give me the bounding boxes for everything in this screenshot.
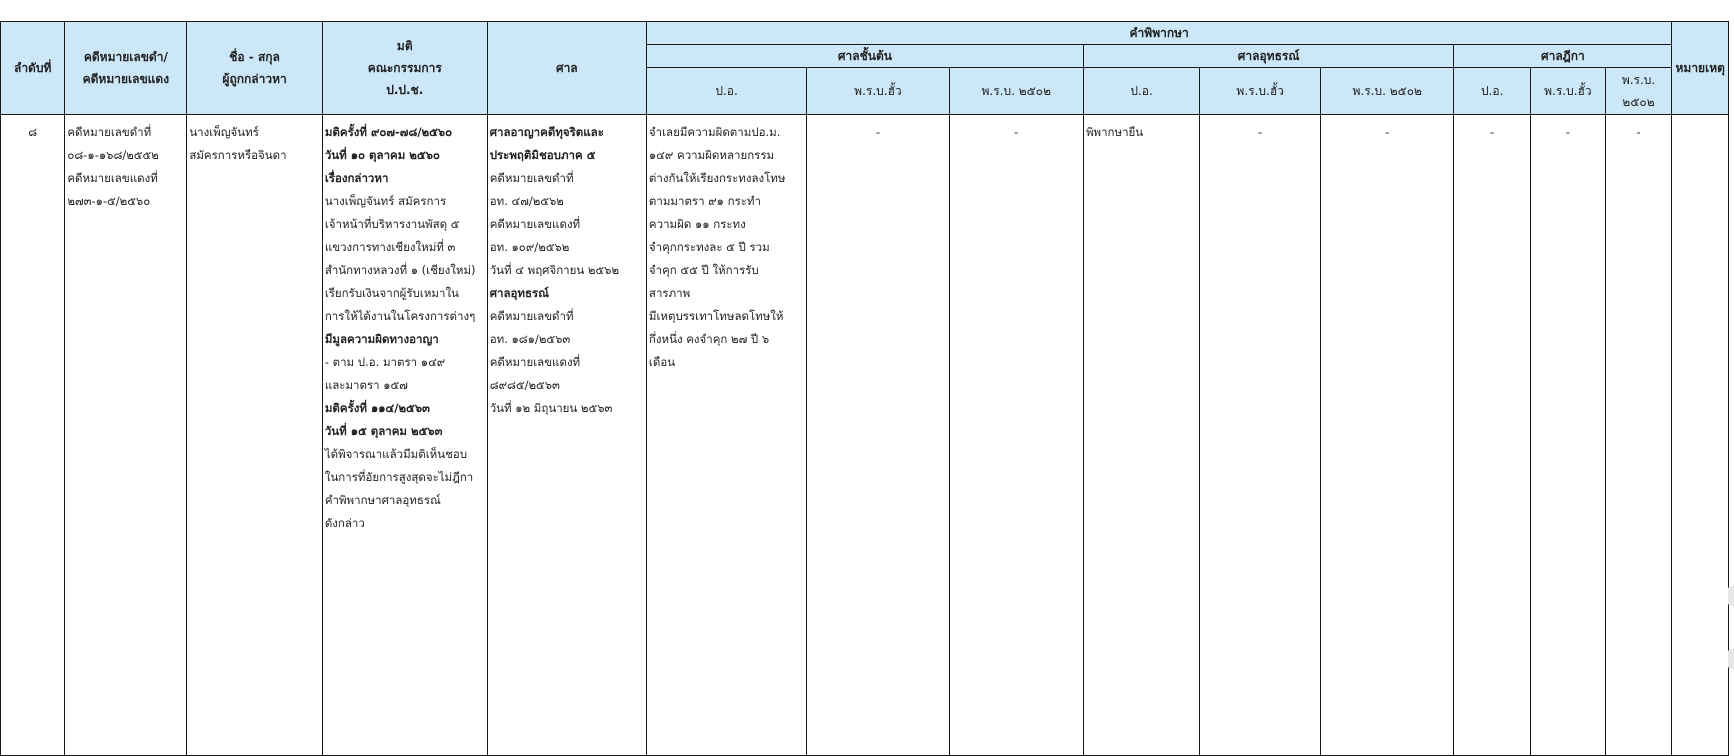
text-line: มีเหตุบรรเทาโทษลดโทษให้ bbox=[648, 309, 784, 323]
text-line: คดีหมายเลขแดงที่ bbox=[489, 217, 581, 231]
cell-appeal-pr-2502: - bbox=[1321, 115, 1454, 756]
cell-name: นางเพ็ญจันทร์ สมัครการหรือจินดา bbox=[187, 115, 323, 756]
cell-remark bbox=[1672, 115, 1729, 756]
header-supreme: ศาลฎีกา bbox=[1454, 45, 1672, 68]
text-line: คดีหมายเลขแดงที่ bbox=[489, 355, 581, 369]
header-supreme-pr-old: พ.ร.บ.ฮั้ว bbox=[1531, 68, 1606, 115]
text-line: สำนักทางหลวงที่ ๑ (เชียงใหม่) bbox=[324, 263, 476, 277]
cell-first-pr-2502: - bbox=[949, 115, 1083, 756]
judgment-table bbox=[0, 21, 1729, 756]
text-line: ๑๔๙ ความผิดหลายกรรม bbox=[648, 148, 775, 162]
text-line: กึ่งหนึ่ง คงจำคุก ๒๗ ปี ๖ bbox=[648, 332, 770, 346]
header-appeal-pr-2502: พ.ร.บ. ๒๕๐๒ bbox=[1321, 68, 1454, 115]
header-first-pr-2502: พ.ร.บ. ๒๕๐๒ bbox=[949, 68, 1083, 115]
text-line: ศาลอุทธรณ์ bbox=[489, 286, 549, 300]
text-line: ดังกล่าว bbox=[324, 516, 365, 530]
text-line: สารภาพ bbox=[648, 286, 691, 300]
cell-appeal-po: พิพากษายืน bbox=[1083, 115, 1199, 756]
text-line: ๘๙๘๕/๒๕๖๓ bbox=[489, 378, 560, 392]
text-line: เจ้าหน้าที่บริหารงานพัสดุ ๕ bbox=[324, 217, 460, 231]
text-line: เรื่องกล่าวหา bbox=[324, 171, 389, 185]
text-line: คดีหมายเลขดำที่ bbox=[489, 309, 574, 323]
text-line: ความผิด ๑๑ กระทง bbox=[648, 217, 746, 231]
text-line: ประพฤติมิชอบภาค ๕ bbox=[489, 148, 596, 162]
text-line: ตามมาตรา ๙๑ กระทำ bbox=[648, 194, 761, 208]
text-line: ได้พิจารณาแล้วมีมติเห็นชอบ bbox=[324, 447, 468, 461]
table-row bbox=[1, 115, 1729, 756]
cell-resolution bbox=[322, 115, 487, 756]
text-line: วันที่ ๑๕ ตุลาคม ๒๕๖๓ bbox=[324, 424, 443, 438]
text-line: ต่างกันให้เรียงกระทงลงโทษ bbox=[648, 171, 786, 185]
header-court: ศาล bbox=[487, 22, 646, 115]
text-line: เดือน bbox=[648, 355, 676, 369]
cell-case-no: คดีหมายเลขดำที่ ๐๘-๑-๑๖๘/๒๕๕๒ คดีหมายเลขแดงที่ ๒๗๓-๑-๕/๒๕๖๐ bbox=[65, 115, 187, 756]
text-line: วันที่ ๔ พฤศจิกายน ๒๕๖๒ bbox=[489, 263, 620, 277]
text-line: ในการที่อัยการสูงสุดจะไม่ฎีกา bbox=[324, 470, 474, 484]
text-line: วันที่ ๑๒ มิถุนายน ๒๕๖๓ bbox=[489, 401, 613, 415]
text-line: เรียกรับเงินจากผู้รับเหมาใน bbox=[324, 286, 459, 300]
text-line: อท. ๑๐๙/๒๕๖๒ bbox=[489, 240, 570, 254]
text-line: การให้ได้งานในโครงการต่างๆ bbox=[324, 309, 476, 323]
header-first-instance: ศาลชั้นต้น bbox=[646, 45, 1083, 68]
header-supreme-po: ป.อ. bbox=[1454, 68, 1531, 115]
header-appeal: ศาลอุทธรณ์ bbox=[1083, 45, 1453, 68]
text-line: คดีหมายเลขดำที่ bbox=[489, 171, 574, 185]
header-remark: หมายเหตุ bbox=[1672, 22, 1729, 115]
cell-appeal-pr-old: - bbox=[1200, 115, 1321, 756]
cell-supreme-pr-old: - bbox=[1531, 115, 1606, 756]
text-line: อท. ๑๘๑/๒๕๖๓ bbox=[489, 332, 571, 346]
text-line: แขวงการทางเชียงใหม่ที่ ๓ bbox=[324, 240, 456, 254]
cell-no: ๘ bbox=[1, 115, 65, 756]
header-case-no: คดีหมายเลขดำ/ คดีหมายเลขแดง bbox=[65, 22, 187, 115]
header-no: ลำดับที่ bbox=[1, 22, 65, 115]
header-name: ชื่อ - สกุล ผู้ถูกกล่าวหา bbox=[187, 22, 323, 115]
text-line: ศาลอาญาคดีทุจริตและ bbox=[489, 125, 604, 139]
scrollbar-handle[interactable] bbox=[1728, 586, 1734, 606]
cell-court bbox=[487, 115, 646, 756]
text-line: จำเลยมีความผิดตามปอ.ม. bbox=[648, 125, 781, 139]
header-appeal-pr-old: พ.ร.บ.ฮั้ว bbox=[1200, 68, 1321, 115]
text-line: และมาตรา ๑๕๗ bbox=[324, 378, 408, 392]
text-line: อท. ๔๗/๒๕๖๒ bbox=[489, 194, 564, 208]
text-line: มติครั้งที่ ๑๑๔/๒๕๖๓ bbox=[324, 401, 430, 415]
cell-first-po bbox=[646, 115, 806, 756]
header-supreme-pr-2502: พ.ร.บ. ๒๕๐๒ bbox=[1605, 68, 1672, 115]
text-line: จำคุกกระทงละ ๕ ปี รวม bbox=[648, 240, 770, 254]
cell-first-pr-old: - bbox=[807, 115, 949, 756]
header-judgment: คำพิพากษา bbox=[646, 22, 1671, 45]
text-line: - ตาม ป.อ. มาตรา ๑๔๙ bbox=[324, 355, 446, 369]
header-resolution: มติ คณะกรรมการ ป.ป.ช. bbox=[322, 22, 487, 115]
text-line: มติครั้งที่ ๙๐๗-๗๘/๒๕๖๐ bbox=[324, 125, 453, 139]
text-line: นางเพ็ญจันทร์ สมัครการ bbox=[324, 194, 447, 208]
text-line: วันที่ ๑๐ ตุลาคม ๒๕๖๐ bbox=[324, 148, 440, 162]
scrollbar-handle[interactable] bbox=[1728, 649, 1734, 669]
text-line: มีมูลความผิดทางอาญา bbox=[324, 332, 439, 346]
header-first-po: ป.อ. bbox=[646, 68, 806, 115]
cell-supreme-po: - bbox=[1454, 115, 1531, 756]
text-line: คำพิพากษาศาลอุทธรณ์ bbox=[324, 493, 441, 507]
cell-supreme-pr-2502: - bbox=[1605, 115, 1672, 756]
header-first-pr-old: พ.ร.บ.ฮั้ว bbox=[807, 68, 949, 115]
text-line: จำคุก ๕๕ ปี ให้การรับ bbox=[648, 263, 759, 277]
header-appeal-po: ป.อ. bbox=[1083, 68, 1199, 115]
